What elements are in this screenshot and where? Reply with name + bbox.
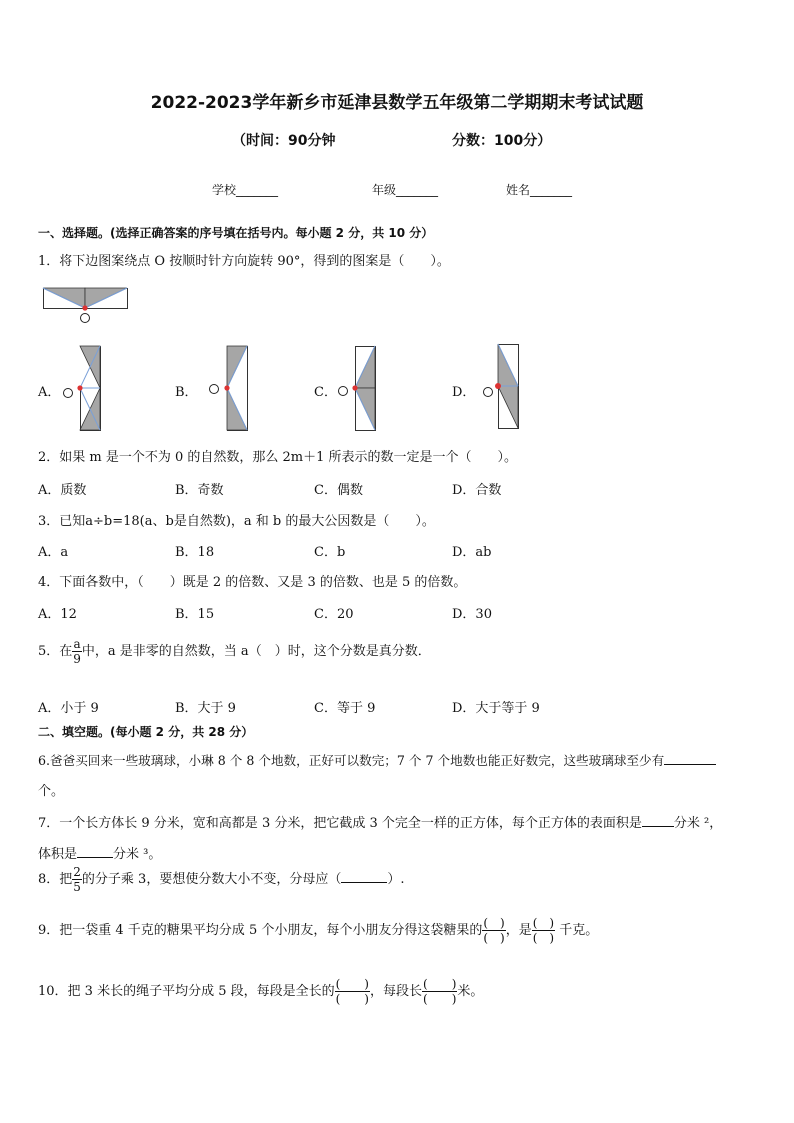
- q1-figure-a: [60, 346, 108, 432]
- q7-area-unit: 分米 ²，: [673, 816, 723, 831]
- q7-line2: [38, 843, 161, 862]
- q10-text: [38, 978, 483, 1005]
- name-field[interactable]: 姓名_______: [506, 183, 573, 197]
- q9-suffix: 千克。: [559, 923, 599, 938]
- q1-option-a[interactable]: A．: [38, 385, 61, 400]
- school-field[interactable]: 学校_______: [212, 183, 279, 197]
- q6-line2: 个。: [38, 784, 65, 799]
- q7-volume-label: 体积是: [38, 847, 78, 862]
- q3-option-c[interactable]: C．b: [314, 545, 346, 560]
- q1-original-figure: [43, 288, 133, 324]
- q5-frac-numerator: a: [73, 637, 81, 651]
- q3-option-b[interactable]: B．18: [175, 545, 215, 560]
- q4-option-a[interactable]: A．12: [38, 607, 77, 622]
- q4-option-b[interactable]: B．15: [175, 607, 215, 622]
- q1-figure-d: [480, 344, 528, 430]
- q1-option-c[interactable]: C．: [314, 385, 337, 400]
- q3-text: 3．已知a÷b=18(a、b是自然数)，a 和 b 的最大公因数是（ ）。: [38, 514, 435, 529]
- q3-option-a[interactable]: A．a: [38, 545, 69, 560]
- q10-prefix: 10．把 3 米长的绳子平均分成 5 段，每段是全长的: [38, 984, 335, 999]
- q5-option-a[interactable]: A．小于 9: [38, 701, 99, 716]
- q9-mid: ，是: [505, 923, 532, 938]
- q10-mid: ，每段长: [370, 984, 423, 999]
- q2-option-a[interactable]: A．质数: [38, 483, 87, 498]
- q7-volume-unit: 分米 ³。: [113, 847, 162, 862]
- q8-frac-numerator: 2: [73, 865, 81, 879]
- q8-prefix: 8．把: [38, 872, 73, 887]
- q9-fraction-blank-1[interactable]: $\frac{( )}{( )}$: [483, 916, 505, 945]
- q3-option-d[interactable]: D．ab: [452, 545, 492, 560]
- q5-option-d[interactable]: D．大于等于 9: [452, 701, 540, 716]
- section1-title: 一、选择题。(选择正确答案的序号填在括号内。每小题 2 分，共 10 分）: [38, 226, 434, 240]
- q1-option-d[interactable]: D．: [452, 385, 476, 400]
- q1-text: 1．将下边图案绕点 O 按顺时针方向旋转 90°，得到的图案是（ ）。: [38, 254, 450, 269]
- q5-suffix: 中，a 是非零的自然数，当 a（ ）时，这个分数是真分数．: [81, 644, 431, 659]
- q9-prefix: 9．把一袋重 4 千克的糖果平均分成 5 个小朋友，每个小朋友分得这袋糖果的: [38, 923, 483, 938]
- page-title: 2022-2023学年新乡市延津县数学五年级第二学期期末考试试题: [150, 93, 644, 113]
- q5-option-b[interactable]: B．大于 9: [175, 701, 236, 716]
- q5-frac-denominator: 9: [73, 652, 81, 666]
- q1-figure-c: [336, 346, 384, 432]
- q8-fraction: [72, 866, 82, 893]
- q6-line1: [38, 750, 716, 769]
- exam-score: 分数：100分）: [452, 133, 552, 149]
- q5-text: [38, 638, 431, 665]
- q2-option-b[interactable]: B．奇数: [175, 483, 224, 498]
- q8-frac-denominator: 5: [73, 880, 81, 894]
- q10-suffix: 米。: [457, 984, 484, 999]
- q10-fraction-blank-1[interactable]: $\frac{( )}{( )}$: [335, 977, 369, 1006]
- grade-field[interactable]: 年级_______: [372, 183, 439, 197]
- exam-time: （时间：90分钟: [232, 133, 336, 149]
- q8-mid: 的分子乘 3，要想使分数大小不变，分母应（: [81, 872, 342, 887]
- q7-area-blank[interactable]: [642, 826, 674, 827]
- q6-answer-blank[interactable]: [664, 764, 716, 765]
- q5-prefix: 5．在: [38, 644, 73, 659]
- q4-text: 4．下面各数中，（ ）既是 2 的倍数、又是 3 的倍数、也是 5 的倍数。: [38, 575, 467, 590]
- q7-volume-blank[interactable]: [77, 857, 113, 858]
- q1-figure-b: [206, 346, 254, 432]
- q5-fraction: [72, 638, 82, 665]
- q7-line1: [38, 812, 722, 831]
- q5-option-c[interactable]: C．等于 9: [314, 701, 376, 716]
- q6-text: 6.爸爸买回来一些玻璃球，小琳 8 个 8 个地数，正好可以数完；7 个 7 个地数也能正好数完，这些玻璃球至少有: [38, 753, 665, 768]
- q1-option-b[interactable]: B．: [175, 385, 198, 400]
- q9-text: [38, 917, 598, 944]
- q4-option-c[interactable]: C．20: [314, 607, 354, 622]
- q4-option-d[interactable]: D．30: [452, 607, 492, 622]
- q9-fraction-blank-2[interactable]: $\frac{( )}{( )}$: [532, 916, 555, 945]
- q10-fraction-blank-2[interactable]: $\frac{( )}{( )}$: [423, 977, 457, 1006]
- q2-option-c[interactable]: C．偶数: [314, 483, 363, 498]
- q8-text: [38, 866, 404, 893]
- q8-suffix: ）.: [387, 872, 405, 887]
- q2-option-d[interactable]: D．合数: [452, 483, 502, 498]
- q2-text: 2．如果 m 是一个不为 0 的自然数，那么 2m＋1 所表示的数一定是一个（ ）。: [38, 450, 518, 465]
- q7-text: 7．一个长方体长 9 分米，宽和高都是 3 分米，把它截成 3 个完全一样的正方体，每个正方体的表面积是: [38, 816, 642, 831]
- section2-title: 二、填空题。(每小题 2 分，共 28 分）: [38, 725, 254, 739]
- q8-answer-blank[interactable]: [341, 882, 387, 883]
